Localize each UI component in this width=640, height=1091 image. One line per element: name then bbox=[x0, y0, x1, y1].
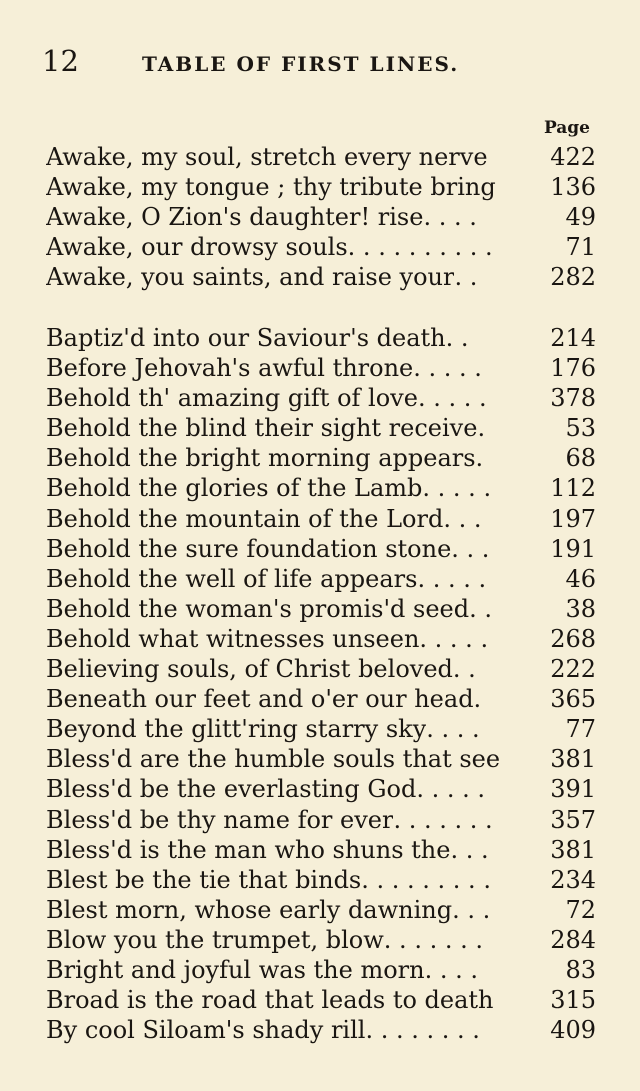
first-line-entry bbox=[46, 1015, 596, 1045]
dot-leader: . . . bbox=[452, 895, 491, 924]
hymn-page-number: 53 bbox=[565, 414, 596, 443]
first-line-entry bbox=[46, 353, 596, 383]
dot-leader: . . . . bbox=[426, 715, 480, 744]
first-line-entry bbox=[46, 172, 596, 202]
hymn-page-number: 378 bbox=[550, 384, 596, 413]
first-line-entry bbox=[46, 323, 596, 353]
hymn-page-number: 38 bbox=[565, 594, 596, 623]
first-line-text: Awake, O Zion's daughter! rise bbox=[46, 203, 424, 232]
first-line-text: Blest be the tie that binds bbox=[46, 865, 362, 894]
hymn-page-number: 268 bbox=[550, 624, 596, 653]
first-line-entry bbox=[46, 202, 596, 232]
dot-leader: . . . bbox=[450, 835, 489, 864]
dot-leader: . . . bbox=[443, 504, 482, 533]
hymn-page-number: 68 bbox=[565, 444, 596, 473]
hymn-page-number: 77 bbox=[565, 715, 596, 744]
hymn-page-number: 83 bbox=[565, 955, 596, 984]
hymn-page-number: 49 bbox=[565, 203, 596, 232]
first-line-text: Awake, you saints, and raise your bbox=[46, 263, 455, 292]
dot-leader: . . . . bbox=[423, 203, 477, 232]
hymn-page-number: 422 bbox=[550, 143, 596, 171]
first-line-entry bbox=[46, 835, 596, 865]
dot-leader: . . . . . bbox=[422, 474, 492, 503]
section-b-entries bbox=[46, 323, 596, 1045]
first-line-entry bbox=[46, 564, 596, 594]
first-line-entry bbox=[46, 594, 596, 624]
first-line-text: Broad is the road that leads to death bbox=[46, 986, 494, 1015]
hymn-page-number: 282 bbox=[550, 263, 596, 292]
dot-leader: . . . . . . . . bbox=[365, 1016, 480, 1045]
first-line-entry bbox=[46, 654, 596, 684]
first-line-text: Behold the sure foundation stone bbox=[46, 534, 452, 563]
first-line-entry bbox=[46, 443, 596, 473]
first-line-text: Awake, my tongue ; thy tribute bring bbox=[46, 173, 496, 202]
dot-leader: . . . . . bbox=[417, 384, 487, 413]
first-line-text: Awake, my soul, stretch every nerve bbox=[46, 143, 488, 171]
first-line-text: Beneath our feet and o'er our head. bbox=[46, 685, 482, 714]
first-line-text: By cool Siloam's shady rill bbox=[46, 1016, 366, 1045]
dot-leader: . . . . . . . bbox=[383, 925, 483, 954]
dot-leader: . . . . . . . . . . bbox=[347, 233, 493, 262]
dot-leader: . . . . . bbox=[417, 564, 487, 593]
hymn-page-number: 71 bbox=[565, 233, 596, 262]
dot-leader: . . bbox=[452, 655, 476, 684]
dot-leader: . . . . bbox=[424, 955, 479, 984]
running-head: TABLE OF FIRST LINES. bbox=[142, 52, 460, 76]
first-line-entry bbox=[46, 925, 596, 955]
hymn-page-number: 381 bbox=[550, 745, 596, 774]
first-line-text: Behold the woman's promis'd seed bbox=[46, 594, 470, 623]
first-line-entry bbox=[46, 774, 596, 804]
first-line-entry bbox=[46, 684, 596, 714]
hymn-page-number: 381 bbox=[550, 835, 596, 864]
hymn-page-number: 365 bbox=[550, 685, 596, 714]
first-line-text: Behold the bright morning appears. bbox=[46, 444, 484, 473]
first-line-entry bbox=[46, 534, 596, 564]
first-line-text: Behold the glories of the Lamb bbox=[46, 474, 423, 503]
dot-leader: . . . bbox=[451, 534, 490, 563]
dot-leader: . . . . . bbox=[413, 354, 482, 383]
first-line-text: Bless'd be thy name for ever bbox=[46, 805, 394, 834]
first-line-entry bbox=[46, 232, 596, 262]
hymn-page-number: 197 bbox=[550, 504, 596, 533]
first-line-text: Blest morn, whose early dawning bbox=[46, 895, 453, 924]
hymn-page-number: 214 bbox=[550, 324, 596, 352]
first-line-entry bbox=[46, 504, 596, 534]
first-line-text: Bless'd is the man who shuns the bbox=[46, 835, 451, 864]
dot-leader: . . . . . . . . . bbox=[361, 865, 491, 894]
page-number: 12 bbox=[42, 44, 79, 78]
first-line-text: Behold the well of life appears bbox=[46, 564, 418, 593]
hymn-page-number: 72 bbox=[565, 895, 596, 924]
hymn-page-number: 222 bbox=[550, 655, 596, 684]
first-line-entry bbox=[46, 985, 596, 1015]
first-line-entry bbox=[46, 624, 596, 654]
first-line-text: Baptiz'd into our Saviour's death bbox=[46, 324, 446, 352]
first-line-entry bbox=[46, 895, 596, 925]
first-line-entry bbox=[46, 805, 596, 835]
hymn-page-number: 409 bbox=[550, 1016, 596, 1045]
first-line-entry bbox=[46, 955, 596, 985]
dot-leader: . . bbox=[445, 324, 469, 352]
first-line-text: Behold th' amazing gift of love bbox=[46, 384, 418, 413]
dot-leader: . . bbox=[469, 594, 493, 623]
page-header bbox=[42, 44, 602, 84]
first-line-entry bbox=[46, 714, 596, 744]
hymn-page-number: 191 bbox=[550, 534, 596, 563]
hymn-page-number: 112 bbox=[550, 474, 596, 503]
first-line-text: Before Jehovah's awful throne bbox=[46, 354, 414, 383]
first-line-entry bbox=[46, 413, 596, 443]
dot-leader: . . . . . . . bbox=[393, 805, 493, 834]
first-line-text: Blow you the trumpet, blow bbox=[46, 925, 384, 954]
first-line-entry bbox=[46, 473, 596, 503]
first-line-text: Believing souls, of Christ beloved bbox=[46, 655, 453, 684]
first-line-text: Bright and joyful was the morn bbox=[46, 955, 425, 984]
dot-leader: . . . . . bbox=[416, 775, 486, 804]
first-line-entry bbox=[46, 383, 596, 413]
hymn-page-number: 136 bbox=[550, 173, 596, 202]
dot-leader: . . . . . bbox=[419, 624, 489, 653]
hymn-page-number: 357 bbox=[550, 805, 596, 834]
hymn-page-number: 46 bbox=[565, 564, 596, 593]
hymn-page-number: 284 bbox=[550, 925, 596, 954]
first-line-text: Bless'd are the humble souls that see bbox=[46, 745, 501, 774]
first-line-entry bbox=[46, 865, 596, 895]
section-a-entries bbox=[46, 142, 596, 292]
hymn-page-number: 176 bbox=[550, 354, 596, 383]
dot-leader: . . bbox=[454, 263, 478, 292]
hymn-page-number: 315 bbox=[550, 986, 596, 1015]
first-line-text: Behold the blind their sight receive. bbox=[46, 414, 486, 443]
hymn-page-number: 234 bbox=[550, 865, 596, 894]
page-column-label: Page bbox=[543, 118, 590, 138]
hymn-page-number: 391 bbox=[550, 775, 596, 804]
first-line-entry bbox=[46, 744, 596, 774]
first-line-entry bbox=[46, 142, 596, 172]
first-line-text: Behold the mountain of the Lord bbox=[46, 504, 444, 533]
first-line-text: Bless'd be the everlasting God bbox=[46, 775, 417, 804]
first-line-text: Beyond the glitt'ring starry sky bbox=[46, 715, 427, 744]
first-line-text: Awake, our drowsy souls bbox=[46, 233, 348, 262]
first-line-text: Behold what witnesses unseen bbox=[46, 624, 420, 653]
first-line-entry bbox=[46, 262, 596, 292]
